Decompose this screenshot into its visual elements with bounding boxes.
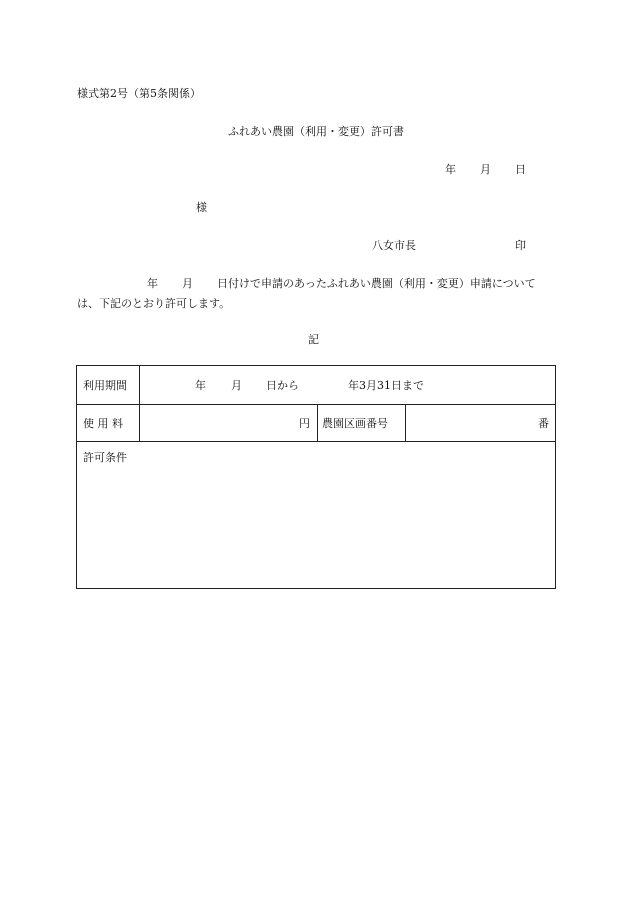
ki-heading: 記 <box>308 333 319 346</box>
period-until-label: 年3月31日まで <box>348 379 424 392</box>
document-title: ふれあい農園（利用・変更）許可書 <box>228 125 404 138</box>
date-month-label: 月 <box>480 163 491 176</box>
usage-period-row <box>77 366 555 405</box>
plot-unit-label: 番 <box>538 416 549 430</box>
fee-row <box>77 404 555 442</box>
permit-conditions-label: 許可条件 <box>83 451 127 464</box>
form-number: 様式第2号（第5条関係） <box>77 87 201 100</box>
date-day-label: 日 <box>515 163 526 176</box>
body-text: 日付けで申請のあったふれあい農園（利用・変更）申請については、下記のとおり許可します。 <box>77 277 536 310</box>
plot-number-label: 農園区画番号 <box>322 416 388 430</box>
body-month-label: 月 <box>182 277 193 290</box>
date-year-label: 年 <box>445 163 456 176</box>
body-paragraph <box>77 274 557 314</box>
seal-mark: 印 <box>515 239 526 252</box>
fee-unit-label: 円 <box>299 416 310 430</box>
period-month-label: 月 <box>231 379 242 392</box>
period-from-label: 日から <box>266 379 299 392</box>
addressee-honorific: 様 <box>196 201 207 214</box>
usage-fee-label: 使 用 料 <box>83 416 123 430</box>
permit-table <box>76 365 556 589</box>
issuer-name: 八女市長 <box>372 239 416 252</box>
period-year-label: 年 <box>195 379 206 392</box>
usage-period-label: 利用期間 <box>83 379 127 392</box>
body-year-label: 年 <box>147 277 158 290</box>
